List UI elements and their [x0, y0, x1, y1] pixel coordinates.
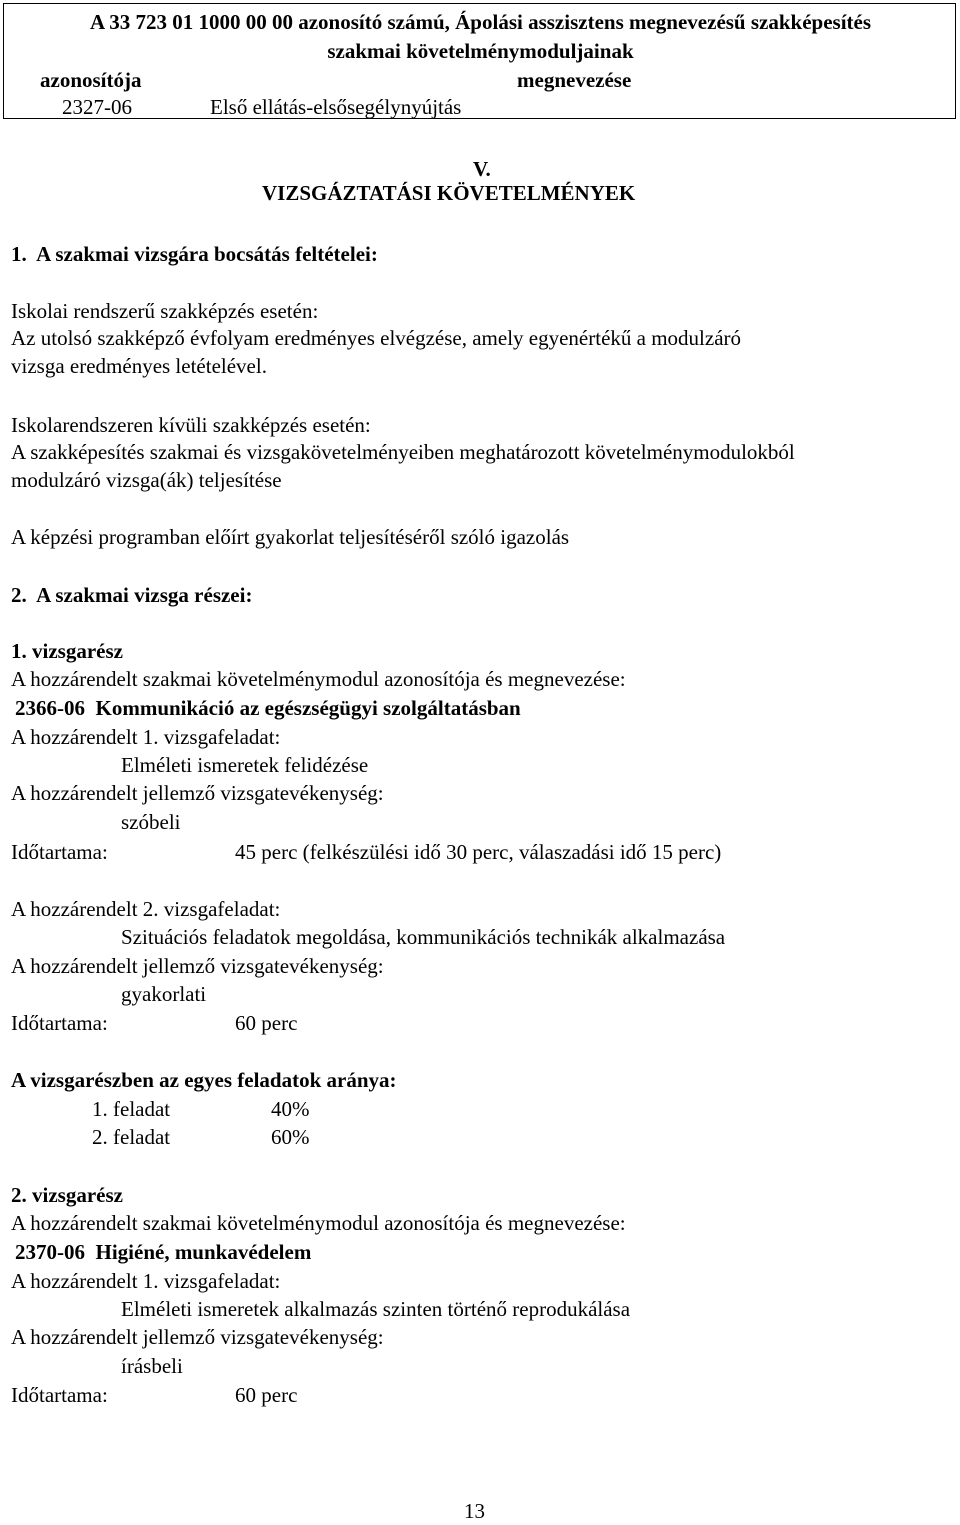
header-box: [3, 3, 956, 119]
part-2-task-1-activity: írásbeli: [121, 1354, 183, 1378]
part-1-task-2-duration-label: Időtartama:: [11, 1011, 108, 1035]
column-name-label: megnevezése: [517, 68, 632, 92]
part-1-task-1-duration-label: Időtartama:: [11, 840, 108, 864]
part-1-task-1-activity-label: A hozzárendelt jellemző vizsgatevékenység:: [11, 781, 384, 805]
part-2-module: 2370-06 Higiéné, munkavédelem: [15, 1240, 312, 1264]
school-text-1: Az utolsó szakképző évfolyam eredményes elvégzése, amely egyenértékű a modulzáró: [11, 326, 742, 350]
section-2-heading: 2. A szakmai vizsga részei:: [11, 583, 253, 607]
part-1-task-2-label: A hozzárendelt 2. vizsgafeladat:: [11, 897, 281, 921]
ratio-1-value: 40%: [271, 1097, 310, 1121]
part-1-module-intro: A hozzárendelt szakmai követelménymodul azonosítója és megnevezése:: [11, 667, 626, 691]
title-line-2: szakmai követelménymoduljainak: [327, 39, 634, 63]
ratio-2-value: 60%: [271, 1125, 310, 1149]
chapter-number: V.: [473, 157, 491, 181]
school-text-2: vizsga eredményes letételével.: [11, 354, 267, 378]
part-1-task-1-name: Elméleti ismeretek felidézése: [121, 753, 369, 777]
part-1-task-2-duration: 60 perc: [235, 1011, 298, 1035]
part-2-task-1-name: Elméleti ismeretek alkalmazás szinten történő reprodukálása: [121, 1297, 631, 1321]
part-2-title: 2. vizsgarész: [11, 1183, 123, 1207]
module-name: Első ellátás-elsősegélynyújtás: [210, 95, 462, 119]
part-1-task-2-activity-label: A hozzárendelt jellemző vizsgatevékenység:: [11, 954, 384, 978]
outside-text-2: modulzáró vizsga(ák) teljesítése: [11, 468, 282, 492]
part-1-task-1-activity: szóbeli: [121, 810, 181, 834]
practice-text: A képzési programban előírt gyakorlat teljesítéséről szóló igazolás: [11, 525, 570, 549]
part-2-task-1-activity-label: A hozzárendelt jellemző vizsgatevékenység:: [11, 1325, 384, 1349]
page-number: 13: [464, 1499, 485, 1523]
part-1-task-1-label: A hozzárendelt 1. vizsgafeladat:: [11, 725, 281, 749]
part-2-task-1-duration: 60 perc: [235, 1383, 298, 1407]
part-2-task-1-label: A hozzárendelt 1. vizsgafeladat:: [11, 1269, 281, 1293]
ratio-heading: A vizsgarészben az egyes feladatok aránya:: [11, 1068, 397, 1092]
part-1-task-1-duration: 45 perc (felkészülési idő 30 perc, válaszadási idő 15 perc): [235, 840, 722, 864]
outside-label: Iskolarendszeren kívüli szakképzés esetén:: [11, 413, 371, 437]
part-1-module: 2366-06 Kommunikáció az egészségügyi szolgáltatásban: [15, 696, 521, 720]
part-2-module-intro: A hozzárendelt szakmai követelménymodul azonosítója és megnevezése:: [11, 1211, 626, 1235]
ratio-1-label: 1. feladat: [92, 1097, 171, 1121]
part-2-task-1-duration-label: Időtartama:: [11, 1383, 108, 1407]
column-id-label: azonosítója: [40, 68, 142, 92]
part-1-title: 1. vizsgarész: [11, 639, 123, 663]
school-label: Iskolai rendszerű szakképzés esetén:: [11, 299, 319, 323]
part-1-task-2-activity: gyakorlati: [121, 982, 207, 1006]
section-1-heading: 1. A szakmai vizsgára bocsátás feltételei:: [11, 242, 378, 266]
title-line-1: A 33 723 01 1000 00 00 azonosító számú, Ápolási asszisztens megnevezésű szakképesítés: [89, 10, 872, 34]
document-title: [4, 8, 957, 66]
part-1-task-2-name: Szituációs feladatok megoldása, kommunikációs technikák alkalmazása: [121, 925, 726, 949]
module-id: 2327-06: [62, 95, 132, 119]
chapter-title: VIZSGÁZTATÁSI KÖVETELMÉNYEK: [262, 181, 636, 205]
ratio-2-label: 2. feladat: [92, 1125, 171, 1149]
outside-text-1: A szakképesítés szakmai és vizsgakövetelményeiben meghatározott követelménymodulokból: [11, 440, 795, 464]
